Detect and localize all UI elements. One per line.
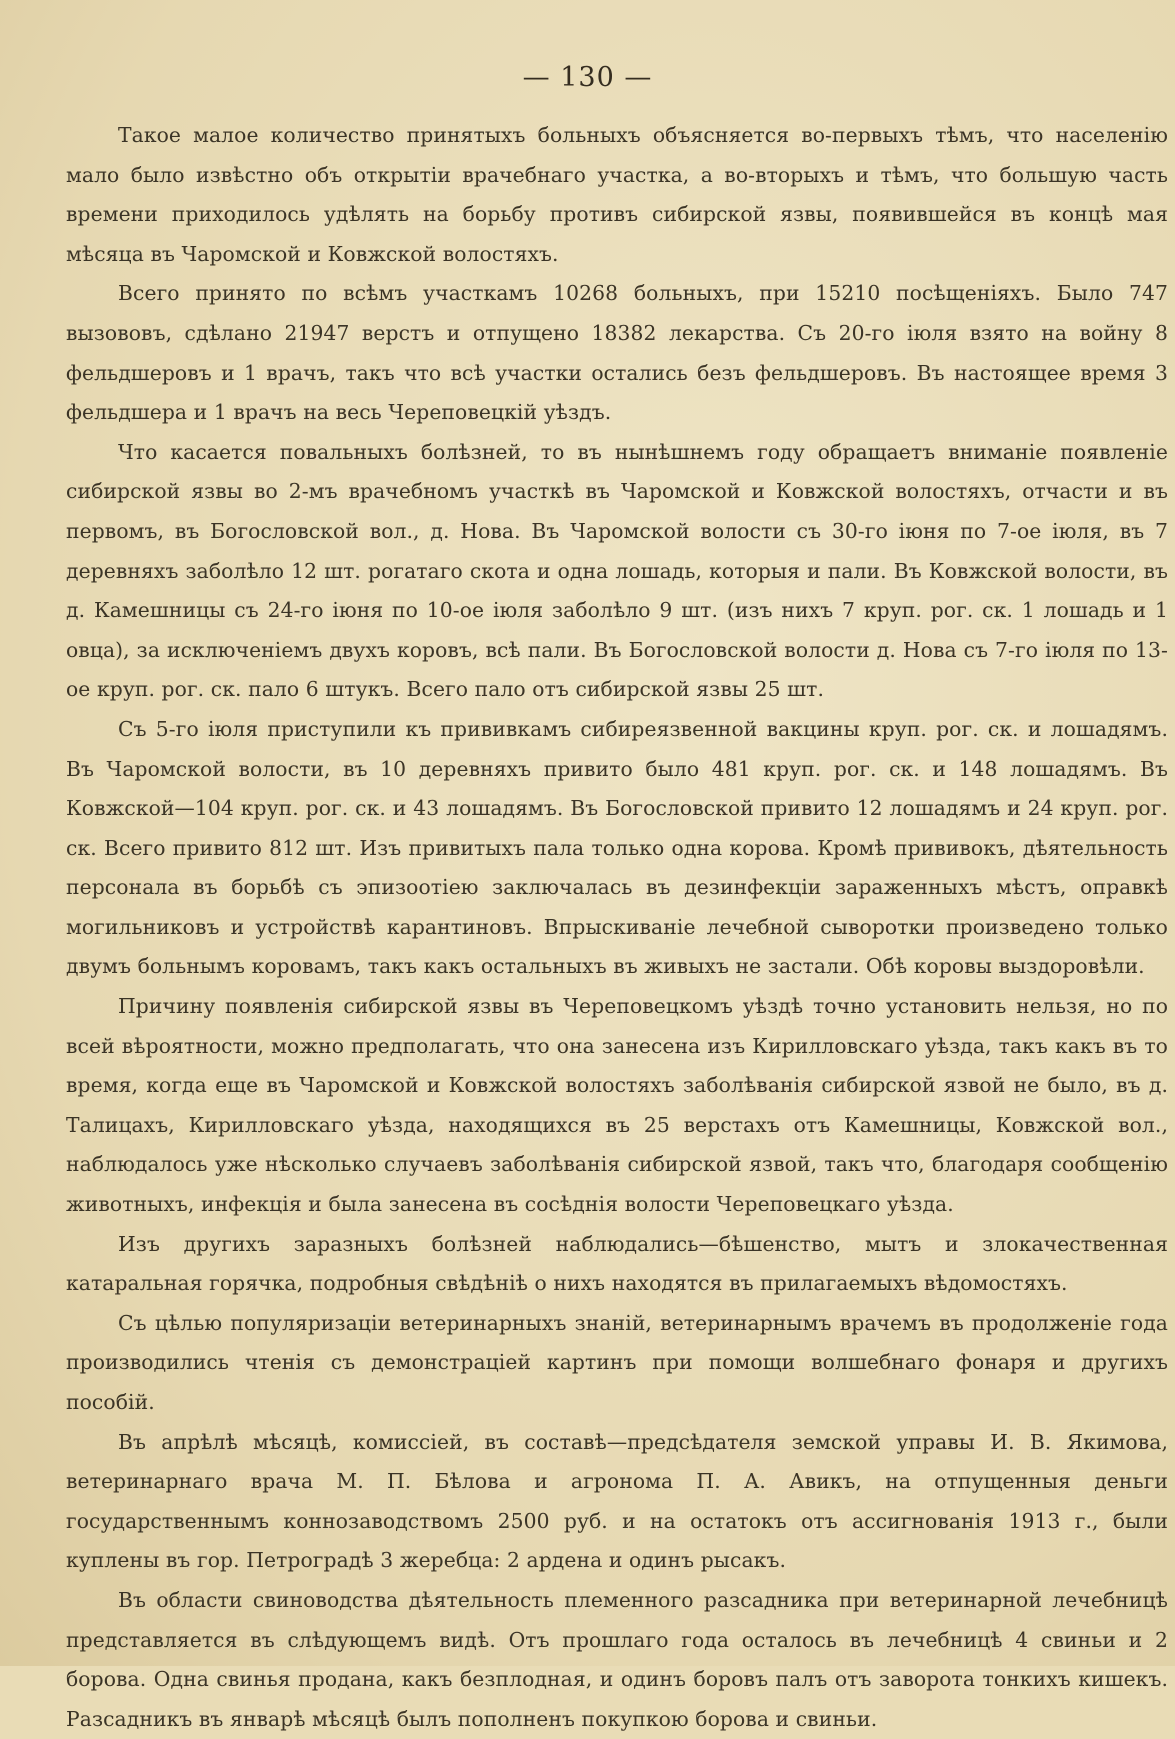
paragraph: Что касается повальныхъ болѣзней, то въ нынѣшнемъ году обращаетъ вниманіе появленіе сибирской язвы во 2-мъ врачебномъ участкѣ въ Чаромской и Ковжской волостяхъ, отчасти и въ первомъ, въ Богословской вол., д. Нова. Въ Чаромской волости съ 30-го іюня по 7-ое іюля, въ 7 деревняхъ заболѣло 12 шт. рогатаго скота и одна лошадь, которыя и пали. Въ Ковжской волости, въ д. Камешницы съ 24-го іюня по 10-ое іюля заболѣло 9 шт. (изъ нихъ 7 круп. рог. ск. 1 лошадь и 1 овца), за исключеніемъ двухъ коровъ, всѣ пали. Въ Богословской волости д. Нова съ 7-го іюля по 13-ое круп. рог. ск. пало 6 штукъ. Всего пало отъ сибирской язвы 25 шт. — [66, 439, 1168, 702]
page-number: — 130 — — [522, 62, 653, 93]
paragraph: Изъ другихъ заразныхъ болѣзней наблюдались—бѣшенство, мытъ и злокачественная катаральная горячка, подробныя свѣдѣніѣ о нихъ находятся въ прилагаемыхъ вѣдомостяхъ. — [66, 1231, 1168, 1296]
body-text — [66, 116, 1168, 1739]
paragraph: Въ апрѣлѣ мѣсяцѣ, комиссіей, въ составѣ—предсѣдателя земской управы И. В. Якимова, ветеринарнаго врача М. П. Бѣлова и агронома П. А. Авикъ, на отпущенныя деньги государственнымъ коннозаводствомъ 2500 руб. и на остатокъ отъ ассигнованія 1913 г., были куплены въ гор. Петроградѣ 3 жеребца: 2 ардена и одинъ рысакъ. — [66, 1429, 1168, 1573]
paragraph: Въ области свиноводства дѣятельность племенного разсадника при ветеринарной лечебницѣ представляется въ слѣдующемъ видѣ. Отъ прошлаго года осталось въ лечебницѣ 4 свиньи и 2 борова. Одна свинья продана, какъ безплодная, и одинъ боровъ палъ отъ заворота тонкихъ кишекъ. Разсадникъ въ январѣ мѣсяцѣ былъ пополненъ покупкою борова и свиньи. — [66, 1587, 1168, 1731]
paragraph: Причину появленія сибирской язвы въ Череповецкомъ уѣздѣ точно установить нельзя, но по всей вѣроятности, можно предполагать, что она занесена изъ Кирилловскаго уѣзда, такъ какъ въ то время, когда еще въ Чаромской и Ковжской волостяхъ заболѣванія сибирской язвой не было, въ д. Талицахъ, Кирилловскаго уѣзда, находящихся въ 25 верстахъ отъ Камешницы, Ковжской вол., наблюдалось уже нѣсколько случаевъ заболѣванія сибирской язвой, такъ что, благодаря сообщенію животныхъ, инфекція и была занесена въ сосѣднія волости Череповецкаго уѣзда. — [66, 994, 1168, 1217]
paragraph: Съ 5-го іюля приступили къ прививкамъ сибиреязвенной вакцины круп. рог. ск. и лошадямъ. Въ Чаромской волости, въ 10 деревняхъ привито было 481 круп. рог. ск. и 148 лошадямъ. Въ Ковжской—104 круп. рог. ск. и 43 лошадямъ. Въ Богословской привито 12 лошадямъ и 24 круп. рог. ск. Всего привито 812 шт. Изъ привитыхъ пала только одна корова. Кромѣ прививокъ, дѣятельность персонала въ борьбѣ съ эпизоотіею заключалась въ дезинфекціи зараженныхъ мѣстъ, оправкѣ могильниковъ и устройствѣ карантиновъ. Впрыскиваніе лечебной сыворотки произведено только двумъ больнымъ коровамъ, такъ какъ остальныхъ въ живыхъ не застали. Обѣ коровы выздоровѣли. — [66, 716, 1168, 979]
paragraph: Всего принято по всѣмъ участкамъ 10268 больныхъ, при 15210 посѣщеніяхъ. Было 747 вызововъ, сдѣлано 21947 верстъ и отпущено 18382 лекарства. Съ 20-го іюля взято на войну 8 фельдшеровъ и 1 врачъ, такъ что всѣ участки остались безъ фельдшеровъ. Въ настоящее время 3 фельдшера и 1 врачъ на весь Череповецкій уѣздъ. — [66, 281, 1168, 425]
paragraph: Такое малое количество принятыхъ больныхъ объясняется во-первыхъ тѣмъ, что населенію мало было извѣстно объ открытіи врачебнаго участка, а во-вторыхъ и тѣмъ, что большую часть времени приходилось удѣлять на борьбу противъ сибирской язвы, появившейся въ концѣ мая мѣсяца въ Чаромской и Ковжской волостяхъ. — [66, 123, 1168, 266]
paragraph: Съ цѣлью популяризаціи ветеринарныхъ знаній, ветеринарнымъ врачемъ въ продолженіе года производились чтенія съ демонстраціей картинъ при помощи волшебнаго фонаря и другихъ пособій. — [66, 1310, 1168, 1414]
